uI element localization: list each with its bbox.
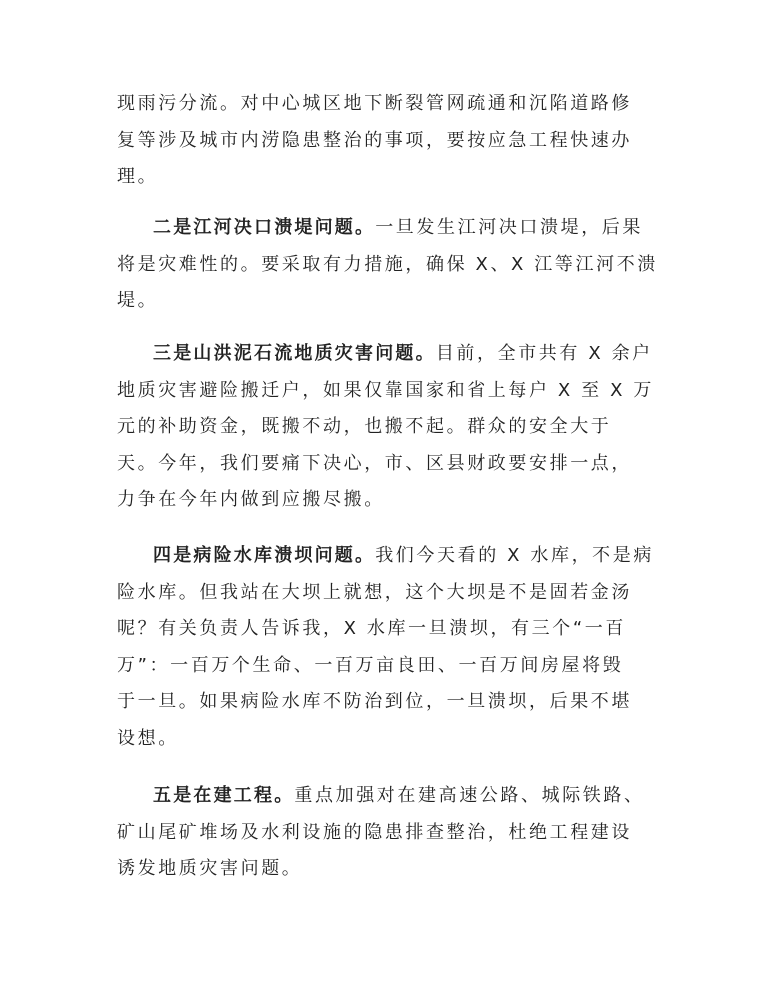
paragraph-body: 一旦发生江河决口溃堤，后果 bbox=[375, 217, 644, 238]
paragraph-body: 目前，全市共有 X 余户 bbox=[435, 343, 653, 364]
paragraph-lead: 二是江河决口溃堤问题。 bbox=[153, 217, 376, 238]
paragraph-continuation bbox=[117, 86, 657, 196]
text-line: 力争在今年内做到应搬尽搬。 bbox=[117, 489, 385, 510]
text-line: 地质灾害避险搬迁户，如果仅靠国家和省上每户 X 至 X 万 bbox=[117, 379, 654, 401]
text-line: 呢？有关负责人告诉我，X 水库一旦溃坝，有三个“一百 bbox=[117, 618, 626, 639]
text-line bbox=[117, 210, 657, 247]
paragraph-lead: 五是在建工程。 bbox=[153, 785, 295, 806]
paragraph-body: 我们今天看的 X 水库，不是病 bbox=[375, 545, 654, 566]
paragraph-lead: 四是病险水库溃坝问题。 bbox=[153, 545, 376, 566]
paragraph-river-dike bbox=[117, 210, 657, 320]
text-line: 将是灾难性的。要采取有力措施，确保 X、X 江等江河不溃 bbox=[117, 253, 658, 275]
text-line bbox=[117, 538, 657, 575]
text-line: 元的补助资金，既搬不动，也搬不起。群众的安全大于 bbox=[117, 416, 612, 437]
text-line: 万”：一百万个生命、一百万亩良田、一百万间房屋将毁 bbox=[117, 654, 624, 676]
text-line: 矿山尾矿堆场及水利设施的隐患排查整治，杜绝工程建设 bbox=[117, 821, 632, 843]
text-line: 设想。 bbox=[117, 727, 179, 749]
text-line: 复等涉及城市内涝隐患整治的事项，要按应急工程快速办 bbox=[117, 129, 632, 151]
text-line bbox=[117, 778, 657, 815]
paragraph-body: 重点加强对在建高速公路、城际铁路、 bbox=[294, 785, 645, 806]
text-line bbox=[117, 336, 657, 373]
text-line: 现雨污分流。对中心城区地下断裂管网疏通和沉陷道路修 bbox=[117, 93, 632, 114]
paragraph-mountain-flood bbox=[117, 336, 657, 519]
paragraph-reservoir bbox=[117, 538, 657, 757]
text-line: 堤。 bbox=[117, 290, 159, 311]
paragraph-construction bbox=[117, 778, 657, 888]
text-line: 于一旦。如果病险水库不防治到位，一旦溃坝，后果不堪 bbox=[117, 691, 632, 712]
paragraph-lead: 三是山洪泥石流地质灾害问题。 bbox=[153, 343, 436, 364]
text-line: 天。今年，我们要痛下决心，市、区县财政要安排一点， bbox=[117, 452, 632, 474]
text-line: 险水库。但我站在大坝上就想，这个大坝是不是固若金汤 bbox=[117, 581, 632, 603]
text-line: 理。 bbox=[117, 166, 159, 187]
text-line: 诱发地质灾害问题。 bbox=[117, 858, 303, 879]
